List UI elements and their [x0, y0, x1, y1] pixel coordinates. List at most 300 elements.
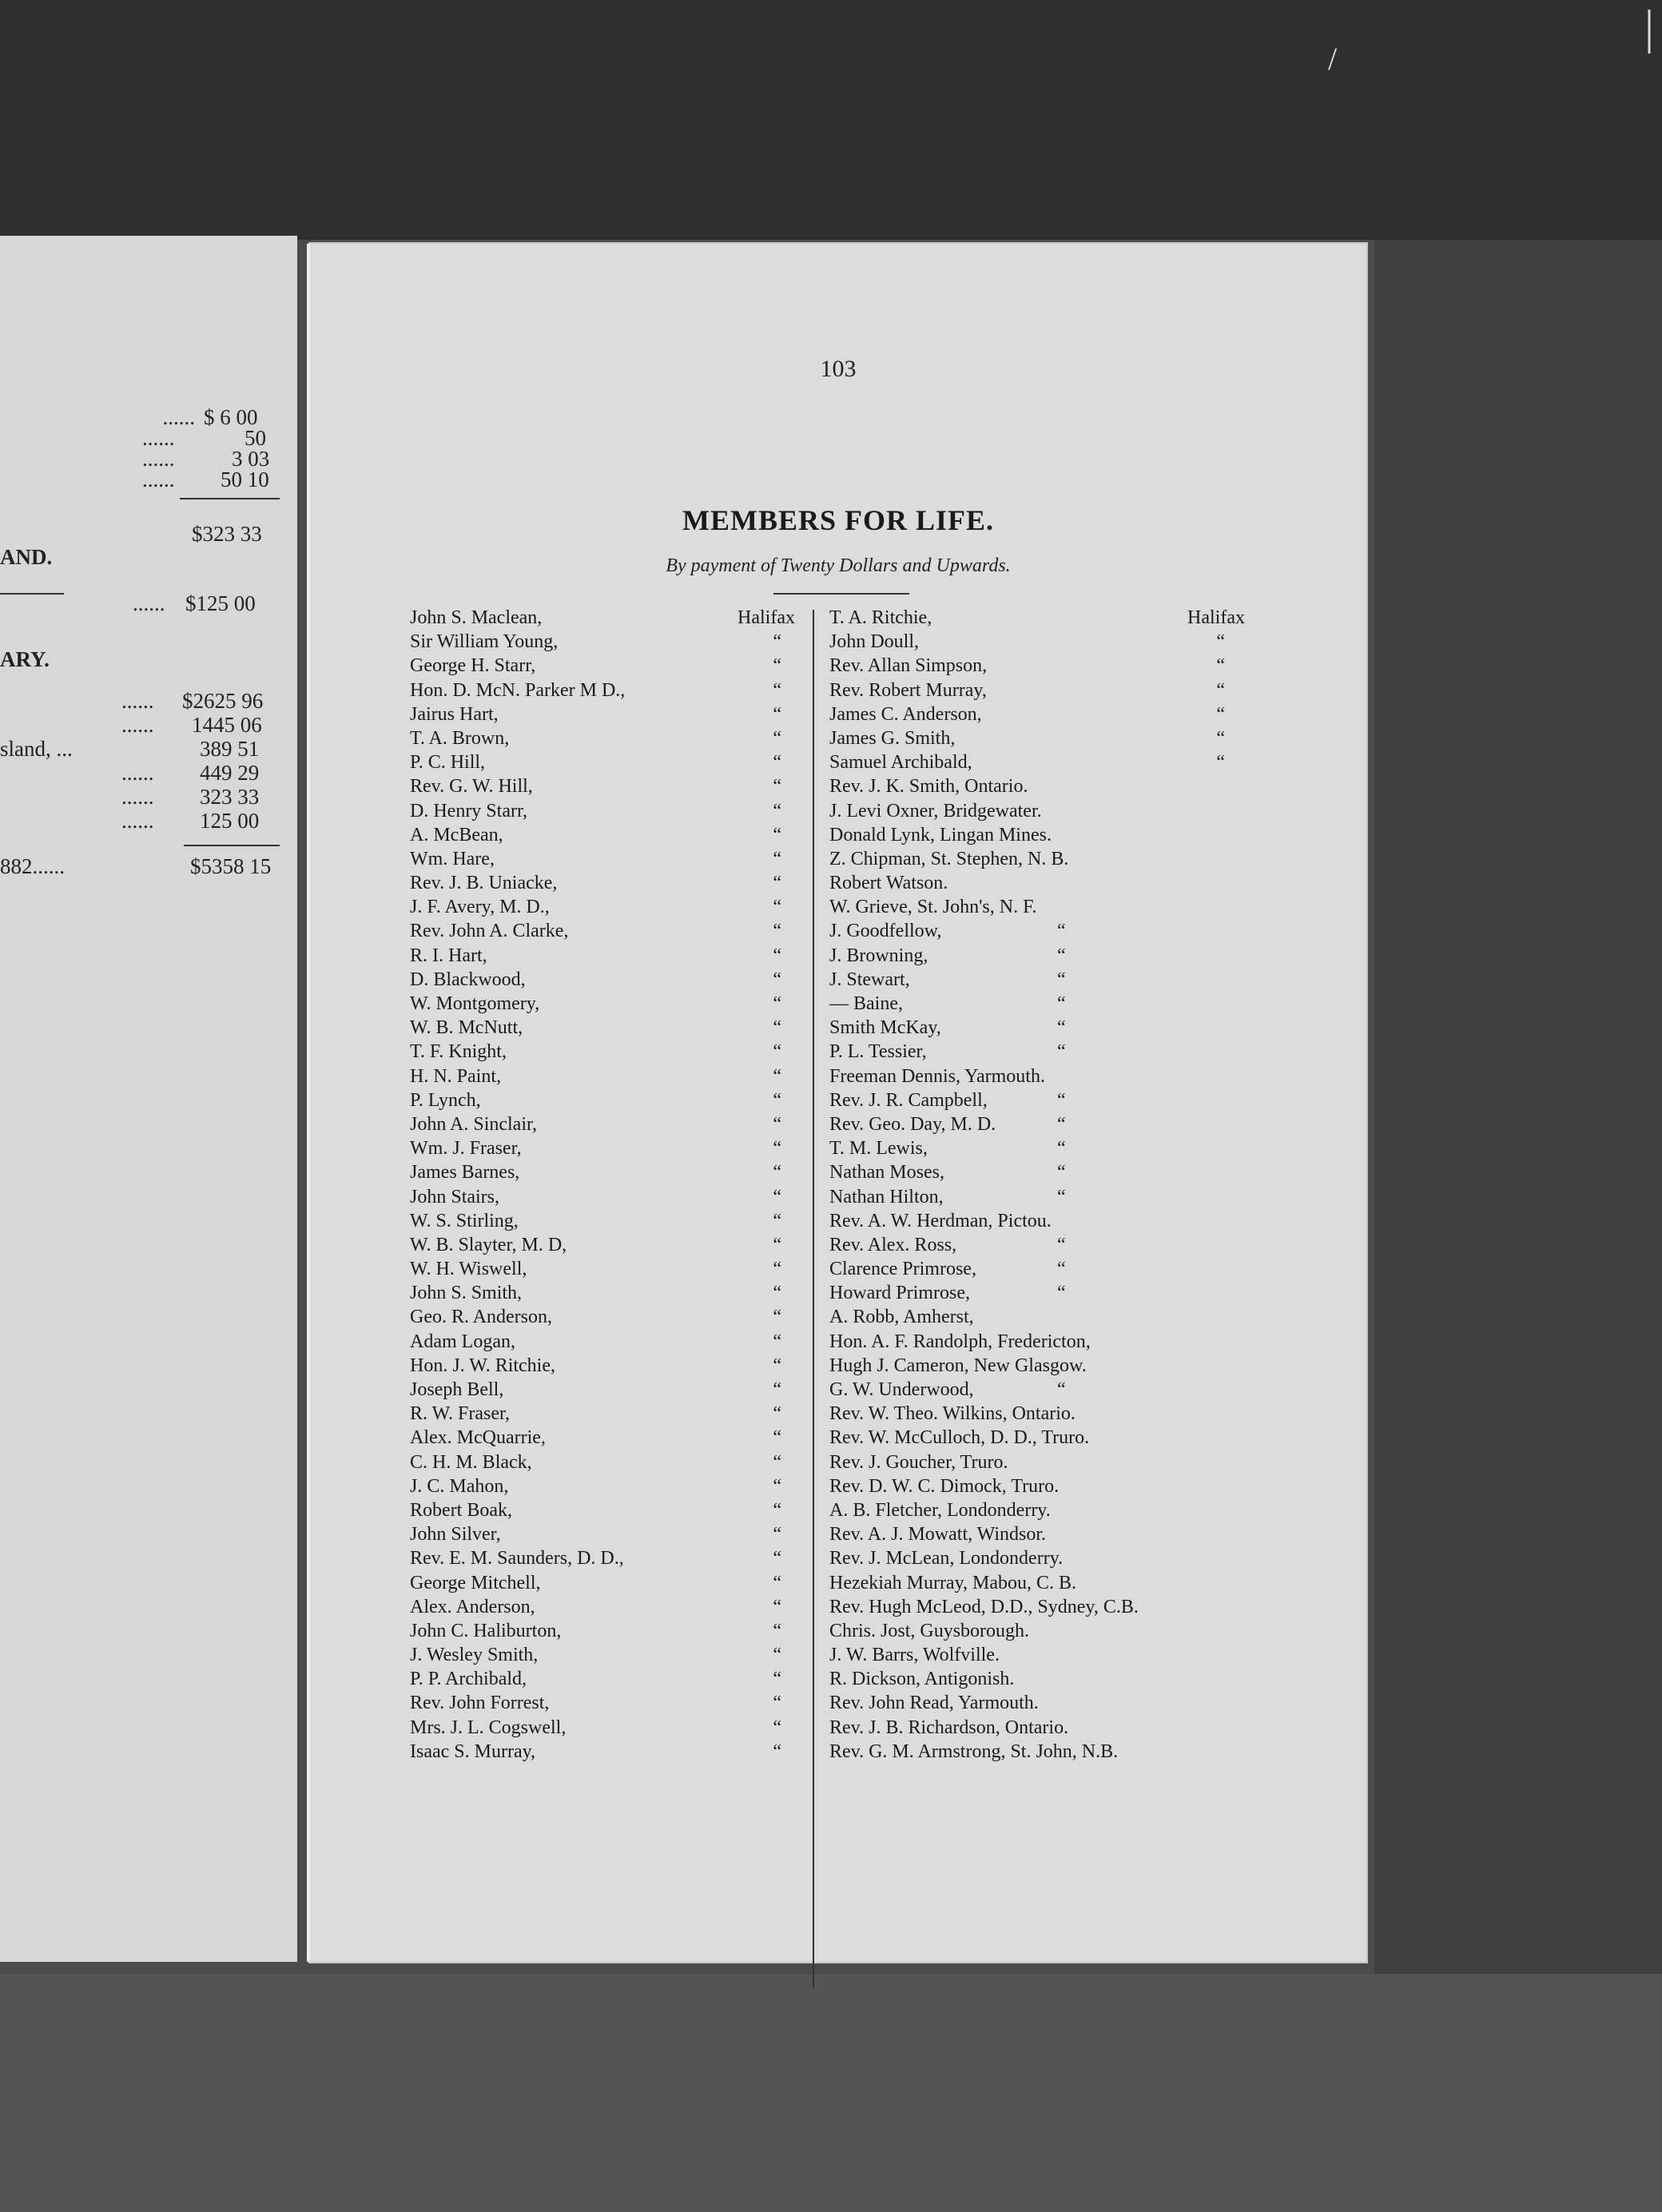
ditto-mark: “ — [773, 1065, 781, 1087]
member-name: J. Levi Oxner, Bridgewater. — [829, 800, 1042, 822]
member-row — [829, 654, 1245, 678]
member-name: T. M. Lewis, — [829, 1138, 928, 1160]
member-row — [410, 678, 809, 702]
member-name: Robert Watson. — [829, 873, 948, 894]
member-name: Clarence Primrose, — [829, 1259, 976, 1280]
member-name: A. McBean, — [410, 824, 503, 845]
prev-amount: 50 10 — [221, 467, 269, 491]
member-name: H. N. Paint, — [410, 1065, 501, 1087]
member-name: John Doull, — [829, 631, 920, 653]
member-name: W. S. Stirling, — [410, 1210, 519, 1231]
member-name: Joseph Bell, — [410, 1379, 504, 1400]
member-name: Alex. Anderson, — [410, 1596, 535, 1617]
member-name: George Mitchell, — [410, 1572, 541, 1593]
film-scratch-mark: / — [1328, 41, 1338, 77]
member-name: D. Henry Starr, — [410, 800, 527, 822]
ditto-mark: “ — [773, 1355, 781, 1376]
ditto-mark: “ — [773, 1138, 781, 1160]
ditto-mark: “ — [773, 1741, 781, 1762]
member-row — [829, 1305, 1245, 1329]
member-name: Rev. E. M. Saunders, D. D., — [410, 1548, 624, 1569]
member-row — [410, 726, 809, 750]
ditto-mark: “ — [773, 1403, 781, 1425]
ditto-mark: “ — [773, 800, 781, 822]
member-name: J. Stewart, — [829, 969, 910, 990]
member-name: W. B. Slayter, M. D, — [410, 1234, 567, 1255]
prev-label: sland, ... — [0, 737, 73, 761]
left-member-column — [410, 606, 809, 1764]
member-row — [410, 1040, 809, 1064]
member-row — [410, 895, 809, 919]
member-name: Nathan Moses, — [829, 1162, 944, 1184]
member-row — [829, 1257, 1245, 1281]
member-name: Rev. J. B. Richardson, Ontario. — [829, 1717, 1069, 1738]
ditto-mark: “ — [773, 1089, 781, 1111]
prev-dots: ...... — [121, 809, 154, 833]
member-name: Jairus Hart, — [410, 703, 499, 725]
member-row — [410, 1354, 809, 1378]
member-row — [410, 606, 809, 630]
member-row — [410, 1330, 809, 1354]
member-row — [410, 823, 809, 847]
prev-dots: ...... — [121, 761, 154, 785]
ditto-mark: “ — [773, 727, 781, 749]
ditto-mark: “ — [773, 1572, 781, 1593]
ditto-mark: “ — [773, 655, 781, 677]
member-name: P. Lynch, — [410, 1089, 481, 1111]
member-name: Rev. J. K. Smith, Ontario. — [829, 776, 1028, 798]
member-row — [829, 1667, 1245, 1691]
member-name: John S. Maclean, — [410, 607, 543, 628]
ditto-mark: “ — [773, 897, 781, 918]
document-page — [310, 244, 1366, 1962]
member-name: Rev. J. B. Uniacke, — [410, 873, 558, 894]
member-row — [410, 702, 809, 726]
member-name: Hon. J. W. Ritchie, — [410, 1355, 556, 1376]
member-name: Isaac S. Murray, — [410, 1741, 536, 1762]
ditto-mark: “ — [773, 1041, 781, 1063]
prev-amount: 3 03 — [232, 447, 270, 471]
ditto-mark: “ — [1216, 655, 1225, 677]
member-row — [410, 1571, 809, 1595]
member-row — [829, 1522, 1245, 1546]
member-name: Nathan Hilton, — [829, 1186, 944, 1207]
member-row — [410, 1667, 809, 1691]
ditto-mark: “ — [773, 1210, 781, 1231]
member-row — [410, 1546, 809, 1570]
member-row — [410, 1643, 809, 1667]
ditto-mark: “ — [773, 1017, 781, 1039]
member-name: Geo. R. Anderson, — [410, 1307, 552, 1328]
ditto-mark: “ — [773, 1596, 781, 1617]
member-name: Rev. John Forrest, — [410, 1693, 550, 1714]
member-name: W. Grieve, St. John's, N. F. — [829, 897, 1037, 918]
member-row — [829, 823, 1245, 847]
prev-total-label: 882...... — [0, 854, 65, 878]
prev-rule — [180, 498, 280, 499]
dark-background-right — [1374, 240, 1662, 2212]
member-row — [829, 944, 1245, 968]
member-row — [829, 1691, 1245, 1715]
member-row — [829, 919, 1245, 943]
member-name: P. P. Archibald, — [410, 1669, 527, 1690]
member-row — [829, 1016, 1245, 1040]
member-name: Rev. Alex. Ross, — [829, 1234, 957, 1255]
member-name: James Barnes, — [410, 1162, 520, 1184]
member-name: J. F. Avery, M. D., — [410, 897, 550, 918]
ditto-mark: “ — [773, 1259, 781, 1280]
member-row — [829, 1643, 1245, 1667]
prev-heading: AND. — [0, 545, 53, 569]
title-rule — [773, 593, 909, 595]
ditto-mark: “ — [1057, 1186, 1066, 1207]
member-row — [829, 1595, 1245, 1619]
member-name: Hugh J. Cameron, New Glasgow. — [829, 1355, 1087, 1376]
member-row — [410, 1088, 809, 1112]
ditto-mark: “ — [773, 1475, 781, 1497]
member-name: W. B. McNutt, — [410, 1017, 523, 1039]
prev-amount: 125 00 — [200, 809, 260, 833]
member-row — [410, 968, 809, 992]
ditto-mark: “ — [773, 1307, 781, 1328]
member-row — [410, 1209, 809, 1233]
ditto-mark: “ — [773, 1717, 781, 1738]
member-name: Rev. G. M. Armstrong, St. John, N.B. — [829, 1741, 1119, 1762]
prev-amount: 1445 06 — [192, 713, 262, 737]
prev-amount: 50 — [245, 426, 266, 450]
ditto-mark: “ — [1216, 752, 1225, 774]
member-name: Rev. J. R. Campbell, — [829, 1089, 988, 1111]
member-row — [410, 1378, 809, 1402]
member-name: James G. Smith, — [829, 727, 956, 749]
member-name: John C. Haliburton, — [410, 1620, 562, 1641]
ditto-mark: “ — [773, 1162, 781, 1184]
member-row — [829, 1474, 1245, 1498]
prev-amount: 323 33 — [200, 785, 260, 809]
member-row — [829, 1426, 1245, 1450]
member-row — [829, 1740, 1245, 1764]
member-row — [829, 895, 1245, 919]
prev-rule — [0, 593, 64, 595]
ditto-mark: “ — [773, 1645, 781, 1666]
member-name: Howard Primrose, — [829, 1283, 970, 1304]
member-name: John Silver, — [410, 1524, 501, 1546]
member-name: James C. Anderson, — [829, 703, 982, 725]
prev-dots: ...... — [142, 426, 175, 450]
member-name: Alex. McQuarrie, — [410, 1427, 546, 1449]
member-row — [829, 1185, 1245, 1209]
ditto-mark: “ — [773, 1331, 781, 1352]
member-name: Wm. J. Fraser, — [410, 1138, 522, 1160]
member-name: Rev. J. Goucher, Truro. — [829, 1451, 1008, 1473]
member-name: J. Goodfellow, — [829, 921, 942, 942]
member-name: W. H. Wiswell, — [410, 1259, 527, 1280]
member-name: R. Dickson, Antigonish. — [829, 1669, 1015, 1690]
member-row — [410, 1450, 809, 1474]
prev-heading: ARY. — [0, 647, 50, 671]
film-edge-mark: | — [1644, 1, 1655, 54]
prev-amount: $2625 96 — [182, 689, 264, 713]
member-name: John Stairs, — [410, 1186, 500, 1207]
ditto-mark: “ — [1057, 969, 1066, 990]
ditto-mark: “ — [773, 1548, 781, 1569]
member-row — [410, 1233, 809, 1257]
member-row — [410, 1064, 809, 1088]
member-name: P. C. Hill, — [410, 752, 486, 774]
ditto-mark: “ — [773, 945, 781, 966]
ditto-mark: “ — [773, 1283, 781, 1304]
member-row — [410, 1305, 809, 1329]
ditto-mark: “ — [1057, 1041, 1066, 1063]
member-name: Hezekiah Murray, Mabou, C. B. — [829, 1572, 1077, 1593]
member-name: T. A. Brown, — [410, 727, 510, 749]
prev-dots: ...... — [121, 689, 154, 713]
ditto-mark: “ — [773, 776, 781, 798]
member-name: Mrs. J. L. Cogswell, — [410, 1717, 567, 1738]
ditto-mark: “ — [1057, 1089, 1066, 1111]
member-row — [410, 1016, 809, 1040]
member-row — [410, 1257, 809, 1281]
member-name: J. Wesley Smith, — [410, 1645, 539, 1666]
member-name: Rev. John Read, Yarmouth. — [829, 1693, 1039, 1714]
member-row — [829, 1209, 1245, 1233]
page-subtitle: By payment of Twenty Dollars and Upwards. — [666, 555, 1011, 576]
member-name: J. W. Barrs, Wolfville. — [829, 1645, 1000, 1666]
ditto-mark: “ — [773, 1427, 781, 1449]
ditto-mark: “ — [773, 1113, 781, 1135]
ditto-mark: “ — [1057, 1017, 1066, 1039]
member-name: P. L. Tessier, — [829, 1041, 927, 1063]
prev-dots: ...... — [121, 713, 154, 737]
member-name: C. H. M. Black, — [410, 1451, 532, 1473]
member-name: Rev. Allan Simpson, — [829, 655, 988, 677]
member-row — [829, 1402, 1245, 1426]
member-row — [410, 1185, 809, 1209]
ditto-mark: “ — [773, 1669, 781, 1690]
member-row — [410, 1281, 809, 1305]
member-row — [829, 1498, 1245, 1522]
member-name: R. I. Hart, — [410, 945, 487, 966]
member-row — [410, 1402, 809, 1426]
member-name: T. F. Knight, — [410, 1041, 507, 1063]
ditto-mark: “ — [1216, 727, 1225, 749]
prev-rule — [184, 845, 280, 846]
member-row — [829, 1546, 1245, 1570]
member-name: Donald Lynk, Lingan Mines. — [829, 824, 1052, 845]
dark-background-top — [0, 0, 1662, 240]
ditto-mark: “ — [1216, 679, 1225, 701]
member-row — [829, 871, 1245, 895]
member-row — [410, 992, 809, 1016]
member-name: Wm. Hare, — [410, 848, 495, 869]
ditto-mark: “ — [773, 1524, 781, 1546]
member-row — [410, 1716, 809, 1740]
member-name: George H. Starr, — [410, 655, 536, 677]
member-row — [829, 678, 1245, 702]
member-row — [410, 630, 809, 654]
member-name: — Baine, — [829, 993, 903, 1014]
member-row — [829, 702, 1245, 726]
ditto-mark: “ — [1057, 993, 1066, 1014]
prev-dots: ...... — [142, 467, 175, 491]
member-name: Hon. A. F. Randolph, Fredericton, — [829, 1331, 1091, 1352]
member-name: W. Montgomery, — [410, 993, 540, 1014]
member-row — [410, 1474, 809, 1498]
member-row — [410, 944, 809, 968]
member-row — [829, 1040, 1245, 1064]
member-name: Rev. D. W. C. Dimock, Truro. — [829, 1475, 1060, 1497]
ditto-mark: “ — [1057, 1379, 1066, 1400]
member-row — [829, 1281, 1245, 1305]
member-name: G. W. Underwood, — [829, 1379, 974, 1400]
member-name: Rev. W. Theo. Wilkins, Ontario. — [829, 1403, 1076, 1425]
member-row — [410, 847, 809, 871]
prev-dots: ...... — [142, 447, 175, 471]
member-name: Rev. John A. Clarke, — [410, 921, 569, 942]
member-row — [829, 630, 1245, 654]
member-name: Hon. D. McN. Parker M D., — [410, 679, 626, 701]
ditto-mark: “ — [1057, 1234, 1066, 1255]
ditto-mark: “ — [773, 1234, 781, 1255]
member-name: Rev. Geo. Day, M. D. — [829, 1113, 996, 1135]
member-name: D. Blackwood, — [410, 969, 526, 990]
member-row — [829, 1378, 1245, 1402]
member-name: Rev. J. McLean, Londonderry. — [829, 1548, 1064, 1569]
member-row — [410, 750, 809, 774]
ditto-mark: “ — [773, 1451, 781, 1473]
member-row — [829, 847, 1245, 871]
member-row — [829, 1619, 1245, 1643]
member-row — [829, 1088, 1245, 1112]
page-number: 103 — [820, 356, 857, 382]
ditto-mark: “ — [773, 703, 781, 725]
ditto-mark: “ — [773, 921, 781, 942]
ditto-mark: “ — [1057, 921, 1066, 942]
ditto-mark: “ — [1057, 1113, 1066, 1135]
member-name: T. A. Ritchie, — [829, 607, 932, 628]
column-divider — [813, 610, 814, 1988]
member-row — [829, 1571, 1245, 1595]
member-row — [410, 1160, 809, 1184]
ditto-mark: “ — [773, 873, 781, 894]
member-name: Rev. A. W. Herdman, Pictou. — [829, 1210, 1052, 1231]
member-name: Freeman Dennis, Yarmouth. — [829, 1065, 1045, 1087]
ditto-mark: “ — [773, 1186, 781, 1207]
ditto-mark: “ — [1057, 1283, 1066, 1304]
ditto-mark: “ — [1057, 945, 1066, 966]
member-row — [829, 1233, 1245, 1257]
ditto-mark: “ — [773, 848, 781, 869]
member-name: Sir William Young, — [410, 631, 559, 653]
member-row — [829, 1330, 1245, 1354]
member-row — [829, 774, 1245, 798]
right-member-column — [829, 606, 1245, 1764]
member-row — [410, 1112, 809, 1136]
ditto-mark: “ — [773, 824, 781, 845]
prev-subtotal: $323 33 — [192, 522, 262, 546]
member-row — [410, 799, 809, 823]
ditto-mark: “ — [1216, 631, 1225, 653]
member-row — [829, 1450, 1245, 1474]
member-row — [410, 871, 809, 895]
prev-amount: $125 00 — [185, 591, 256, 615]
member-row — [829, 799, 1245, 823]
dark-background-bottom — [0, 1974, 1662, 2212]
ditto-mark: “ — [1057, 1162, 1066, 1184]
member-name: Rev. G. W. Hill, — [410, 776, 533, 798]
ditto-mark: “ — [773, 752, 781, 774]
member-row — [829, 1136, 1245, 1160]
member-row — [410, 1426, 809, 1450]
member-name: Chris. Jost, Guysborough. — [829, 1620, 1030, 1641]
member-name: John A. Sinclair, — [410, 1113, 538, 1135]
prev-total-amount: $5358 15 — [190, 854, 272, 878]
ditto-mark: “ — [773, 1693, 781, 1714]
member-row — [410, 1136, 809, 1160]
ditto-mark: “ — [773, 969, 781, 990]
member-name: Z. Chipman, St. Stephen, N. B. — [829, 848, 1069, 869]
ditto-mark: “ — [773, 1620, 781, 1641]
member-row — [410, 1522, 809, 1546]
member-name: Smith McKay, — [829, 1017, 941, 1039]
page-title: MEMBERS FOR LIFE. — [682, 504, 995, 536]
member-name: J. Browning, — [829, 945, 928, 966]
prev-dots: ...... — [121, 785, 154, 809]
member-row — [829, 1354, 1245, 1378]
member-name: Rev. A. J. Mowatt, Windsor. — [829, 1524, 1047, 1546]
ditto-mark: “ — [773, 993, 781, 1014]
member-name: A. Robb, Amherst, — [829, 1307, 974, 1328]
member-name: J. C. Mahon, — [410, 1475, 509, 1497]
prev-dots: ...... — [133, 591, 165, 615]
prev-amount: 389 51 — [200, 737, 260, 761]
ditto-mark: “ — [773, 679, 781, 701]
member-row — [829, 726, 1245, 750]
member-row — [829, 1064, 1245, 1088]
member-name: Rev. Hugh McLeod, D.D., Sydney, C.B. — [829, 1596, 1139, 1617]
member-row — [829, 1112, 1245, 1136]
member-row — [410, 1498, 809, 1522]
member-row — [829, 1716, 1245, 1740]
ditto-mark: “ — [1216, 703, 1225, 725]
member-name: R. W. Fraser, — [410, 1403, 511, 1425]
member-name: Robert Boak, — [410, 1499, 512, 1521]
member-name: A. B. Fletcher, Londonderry. — [829, 1499, 1051, 1521]
member-row — [829, 1160, 1245, 1184]
member-row — [410, 1740, 809, 1764]
ditto-mark: “ — [1057, 1259, 1066, 1280]
member-row — [829, 968, 1245, 992]
member-name: Rev. Robert Murray, — [829, 679, 987, 701]
prev-amount: $ 6 00 — [204, 405, 258, 429]
member-row — [410, 1691, 809, 1715]
member-row — [410, 774, 809, 798]
ditto-mark: “ — [773, 1499, 781, 1521]
member-name: Adam Logan, — [410, 1331, 515, 1352]
member-row — [410, 919, 809, 943]
member-row — [410, 654, 809, 678]
member-row — [410, 1619, 809, 1643]
member-place: Halifax — [1187, 607, 1245, 628]
member-name: Samuel Archibald, — [829, 752, 972, 774]
prev-amount: 449 29 — [200, 761, 260, 785]
ditto-mark: “ — [773, 1379, 781, 1400]
member-place: Halifax — [738, 607, 795, 628]
ditto-mark: “ — [773, 631, 781, 653]
member-name: John S. Smith, — [410, 1283, 523, 1304]
ditto-mark: “ — [1057, 1138, 1066, 1160]
member-row — [829, 606, 1245, 630]
